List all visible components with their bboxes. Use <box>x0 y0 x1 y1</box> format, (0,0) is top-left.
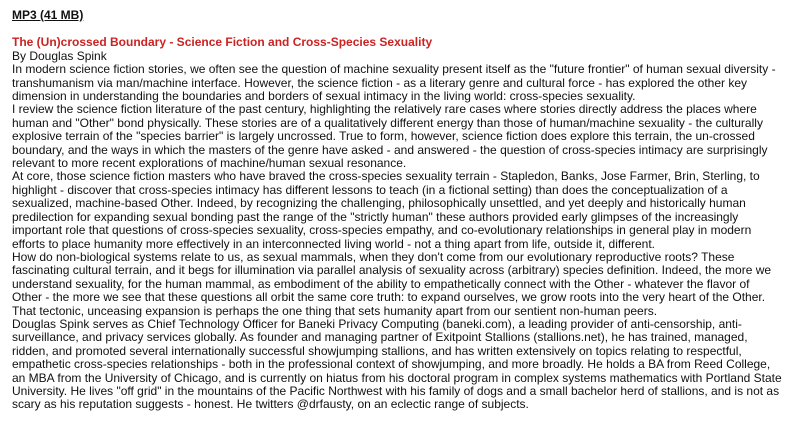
article-author: By Douglas Spink <box>12 48 107 63</box>
article-title: The (Un)crossed Boundary - Science Fiction and Cross-Species Sexuality <box>12 35 433 50</box>
author-bio-paragraph: Douglas Spink serves as Chief Technology Officer for Baneki Privacy Computing (baneki.com), a leading provider of anti-censorship, anti-surveillance, and privacy services globally. As founder and managing partner of Exitpoint Stallions (stallions.net), he has trained, managed, ridden, and promoted several internationally successful showjumping stallions, and has written extensively on topics relating to respectful, empathetic cross-species relationships - both in the professional context of showjumping, and more broadly. He holds a BA from Reed College, an MBA from the University of Chicago, and is currently on hiatus from his doctoral program in complex systems mathematics with Portland State University. He lives "off grid" in the mountains of the Pacific Northwest with his family of dogs and a small bachelor herd of stallions, and is not as scary as his reputation suggests - honest. He twitters @drfausty, on an eclectic range of subjects. <box>12 316 782 412</box>
abstract-paragraph: How do non-biological systems relate to us, as sexual mammals, when they don't come from our evolutionary reproductive roots? These fascinating cultural terrain, and it begs for illumination via parallel analysis of sexuality across (arbitrary) species definition. Indeed, the more we understand sexuality, for the human mammal, as embodiment of the ability to empathetically connect with the Other - whatever the flavor of Other - the more we see that these questions all orbit the same core truth: to expand ourselves, we grow roots into the very heart of the Other. That tectonic, unceasing expansion is perhaps the one thing that sets humanity apart from our sentient non-human peers. <box>12 249 772 318</box>
abstract-paragraph: In modern science fiction stories, we often see the question of machine sexuality present itself as the "future frontier" of human sexual diversity - transhumanism via man/machine interface. However, the science fiction - as a literary genre and cultural force - has explored the other key dimension in understanding the boundaries and borders of sexual intimacy in the living world: cross-species sexuality. <box>12 62 776 104</box>
content-area <box>12 9 782 412</box>
abstract-paragraph: At core, those science fiction masters who have braved the cross-species sexuality terrain - Stapledon, Banks, Jose Farmer, Brin, Sterling, to highlight - discover that cross-species intimacy has different lessons to teach (in a fictional setting) than does the conceptualization of a sexualized, machine-based Other. Indeed, by recognizing the challenging, philosophically unsettled, and yet deeply and historically human predilection for expanding sexual bonding past the range of the "strictly human" these authors provided early glimpses of the increasingly important role that questions of cross-species sexuality, cross-species empathy, and co-evolutionary relationships in general play in modern efforts to place humanity more effectively in an interconnected living world - not a thing apart from life, outside it, different. <box>12 169 760 251</box>
mp3-download-link[interactable]: MP3 (41 MB) <box>12 8 84 22</box>
abstract-paragraph: I review the science fiction literature of the past century, highlighting the relatively rare cases where stories directly address the places where human and "Other" bond physically. These stories are of a qualitatively different energy than those of human/machine sexuality - the culturally explosive terrain of the "species barrier" is largely uncrossed. True to form, however, science fiction does explore this terrain, the un-crossed boundary, and the ways in which the masters of the genre have asked - and answered - the question of cross-species intimacy are surprisingly relevant to more recent explorations of machine/human sexual resonance. <box>12 102 768 171</box>
